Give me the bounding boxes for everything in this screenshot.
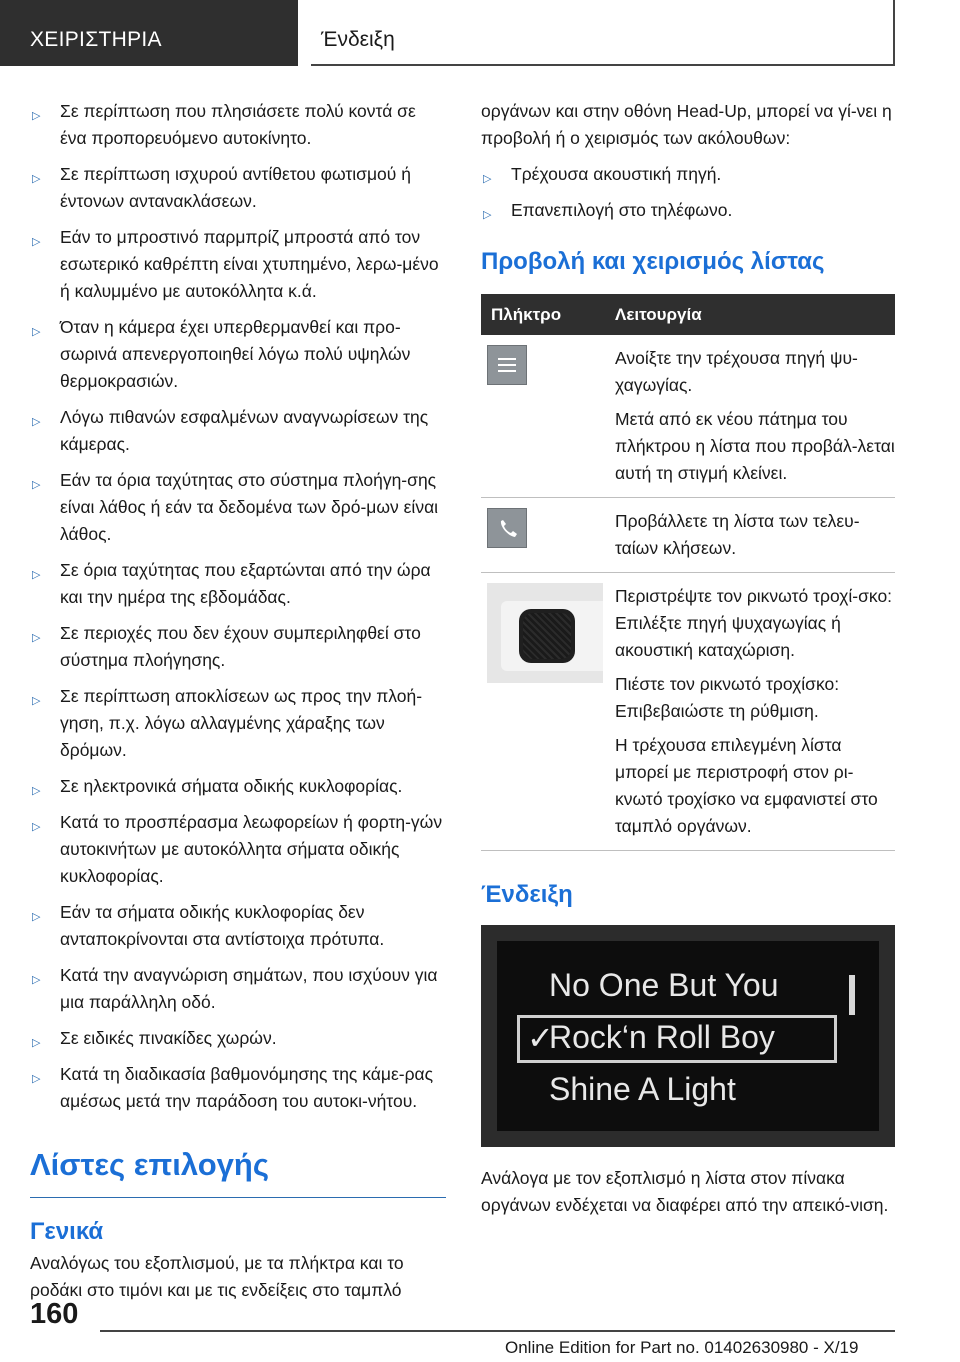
list-item-text: Όταν η κάμερα έχει υπερθερμανθεί και προ‐σωρινά απενεργοποιηθεί λόγω πολύ υψηλών θερμοκρασιών. — [60, 317, 411, 391]
list-item-text: Σε περίπτωση ισχυρού αντίθετου φωτισμού ή έντονων αντανακλάσεων. — [60, 164, 411, 211]
table-icon-cell — [481, 335, 607, 498]
bullet-triangle-icon: ▷ — [32, 695, 41, 707]
list-item-text: Σε περιοχές που δεν έχουν συμπεριληφθεί στο σύστημα πλοήγησης. — [60, 623, 421, 670]
footer-divider — [100, 1330, 895, 1332]
list-item — [30, 620, 446, 674]
bullet-triangle-icon: ▷ — [32, 821, 41, 833]
list-item — [30, 224, 446, 305]
left-bullet-list — [30, 98, 446, 1115]
table-text-cell — [607, 573, 895, 851]
list-heading: Προβολή και χειρισμός λίστας — [481, 248, 825, 275]
list-item — [30, 98, 446, 152]
list-item-text: Τρέχουσα ακουστική πηγή. — [511, 164, 722, 184]
bullet-triangle-icon: ▷ — [483, 173, 492, 185]
section-heading: Λίστες επιλογής — [30, 1147, 446, 1198]
list-item-text: Εάν τα όρια ταχύτητας στο σύστημα πλοήγη‐σης είναι λάθος ή εάν τα δεδομένα των δρό‐μων είναι λάθος. — [60, 470, 439, 544]
edition-note: Online Edition for Part no. 01402630980 - X/19 — [505, 1338, 859, 1357]
list-item-text: Σε ειδικές πινακίδες χωρών. — [60, 1028, 277, 1048]
bullet-triangle-icon: ▷ — [32, 479, 41, 491]
list-item-text: Κατά το προσπέρασμα λεωφορείων ή φορτη‐γών αυτοκινήτων με αυτοκόλλητα σήματα οδικής κυκλοφορίας. — [60, 812, 443, 886]
list-item — [30, 161, 446, 215]
table-text-cell — [607, 498, 895, 573]
thumbwheel-image — [487, 583, 603, 683]
bullet-triangle-icon: ▷ — [32, 974, 41, 986]
bullet-triangle-icon: ▷ — [32, 326, 41, 338]
bullet-triangle-icon: ▷ — [32, 569, 41, 581]
table-header-function: Λειτουργία — [607, 294, 895, 335]
list-item-text: Σε ηλεκτρονικά σήματα οδικής κυκλοφορίας. — [60, 776, 403, 796]
list-item-text: Κατά τη διαδικασία βαθμονόμησης της κάμε‐ρας αμέσως μετά την παράδοση του αυτοκι‐νήτου. — [60, 1064, 434, 1111]
chapter-tab — [311, 0, 895, 66]
bullet-triangle-icon: ▷ — [32, 632, 41, 644]
scrollbar-indicator — [849, 975, 855, 1015]
table-header-row — [481, 294, 895, 335]
table-text: Προβάλλετε τη λίστα των τελευ‐ταίων κλήσεων. — [615, 511, 860, 558]
display-heading: Ένδειξη — [481, 881, 573, 908]
list-item-text: Λόγω πιθανών εσφαλμένων αναγνωρίσεων της κάμερας. — [60, 407, 429, 454]
phone-button-icon — [487, 508, 527, 548]
bullet-triangle-icon: ▷ — [32, 173, 41, 185]
list-item — [30, 1061, 446, 1115]
bullet-triangle-icon: ▷ — [32, 416, 41, 428]
list-item — [30, 773, 446, 800]
list-item — [30, 467, 446, 548]
table-header-key: Πλήκτρο — [481, 294, 607, 335]
section-tab — [0, 0, 298, 66]
list-item-text: Εάν το μπροστινό παρμπρίζ μπροστά από τον εσωτερικό καθρέπτη είναι χτυπημένο, λερω‐μένο ή καλυμμένο με αυτοκόλλητα κ.ά. — [60, 227, 439, 301]
bullet-triangle-icon: ▷ — [32, 1073, 41, 1085]
body-paragraph: Αναλόγως του εξοπλισμού, με τα πλήκτρα και το ροδάκι στο τιμόνι και με τις ενδείξεις στο ταμπλό — [30, 1253, 404, 1300]
intro-paragraph: οργάνων και στην οθόνη Head-Up, μπορεί να γί‐νει η προβολή ή ο χειρισμός των ακόλουθων: — [481, 101, 892, 148]
list-item — [30, 683, 446, 764]
display-screen — [497, 941, 879, 1131]
list-item — [30, 899, 446, 953]
list-item-text: Εάν τα σήματα οδικής κυκλοφορίας δεν ανταποκρίνονται στα αντίστοιχα πρότυπα. — [60, 902, 385, 949]
list-item-text: Σε περίπτωση αποκλίσεων ως προς την πλοή‐γηση, π.χ. λόγω αλλαγμένης χάραξης των δρόμων. — [60, 686, 423, 760]
bullet-triangle-icon: ▷ — [32, 236, 41, 248]
list-entry: No One But You — [549, 967, 779, 1003]
table-text-cell — [607, 335, 895, 498]
list-item-text: Σε περίπτωση που πλησιάσετε πολύ κοντά σε ένα προπορευόμενο αυτοκίνητο. — [60, 101, 416, 148]
list-item — [30, 314, 446, 395]
list-item-text: Κατά την αναγνώριση σημάτων, που ισχύουν για μια παράλληλη οδό. — [60, 965, 438, 1012]
chapter-title: Ένδειξη — [321, 28, 395, 51]
table-icon-cell — [481, 573, 607, 851]
bullet-triangle-icon: ▷ — [32, 110, 41, 122]
list-item — [481, 161, 895, 188]
list-item — [30, 404, 446, 458]
page-header — [0, 0, 960, 66]
table-text: Πιέστε τον ρικνωτό τροχίσκο: Επιβεβαιώστε τη ρύθμιση. — [615, 674, 840, 721]
list-entry-selected: Rock‘n Roll Boy — [549, 1019, 775, 1055]
check-icon: ✓ — [527, 1020, 554, 1056]
list-item — [30, 557, 446, 611]
bullet-triangle-icon: ▷ — [32, 911, 41, 923]
list-item — [30, 809, 446, 890]
table-text: Μετά από εκ νέου πάτημα του πλήκτρου η λίστα που προβάλ‐λεται αυτή τη στιγμή κλείνει. — [615, 409, 895, 483]
table-icon-cell — [481, 498, 607, 573]
page-number: 160 — [30, 1298, 79, 1330]
list-item-text: Επανεπιλογή στο τηλέφωνο. — [511, 200, 733, 220]
left-column — [30, 98, 446, 1304]
list-item — [30, 962, 446, 1016]
table-row — [481, 498, 895, 573]
table-text: Η τρέχουσα επιλεγμένη λίστα μπορεί με περιστροφή στον ρι‐κνωτό τροχίσκο να εμφανιστεί στο ταμπλό οργάνων. — [615, 735, 878, 836]
subsection-heading: Γενικά — [30, 1218, 104, 1245]
table-row — [481, 573, 895, 851]
instrument-display-image — [481, 925, 895, 1147]
list-item — [30, 1025, 446, 1052]
section-title: ΧΕΙΡΙΣΤΗΡΙΑ — [30, 28, 162, 51]
list-entry: Shine A Light — [549, 1071, 736, 1107]
bullet-triangle-icon: ▷ — [483, 209, 492, 221]
list-item-text: Σε όρια ταχύτητας που εξαρτώνται από την ώρα και την ημέρα της εβδομάδας. — [60, 560, 431, 607]
bullet-triangle-icon: ▷ — [32, 1037, 41, 1049]
caption: Ανάλογα με τον εξοπλισμό η λίστα στον πίνακα οργάνων ενδέχεται να διαφέρει από την απεικό‐νιση. — [481, 1168, 889, 1215]
list-button-icon — [487, 345, 527, 385]
list-item — [481, 197, 895, 224]
table-row — [481, 335, 895, 498]
bullet-triangle-icon: ▷ — [32, 785, 41, 797]
table-text: Περιστρέψτε τον ρικνωτό τροχί‐σκο: Επιλέξτε πηγή ψυχαγωγίας ή ακουστική καταχώριση. — [615, 586, 893, 660]
right-column — [481, 98, 895, 1219]
right-bullet-list — [481, 161, 895, 224]
function-table — [481, 294, 895, 851]
table-text: Ανοίξτε την τρέχουσα πηγή ψυ‐χαγωγίας. — [615, 348, 858, 395]
